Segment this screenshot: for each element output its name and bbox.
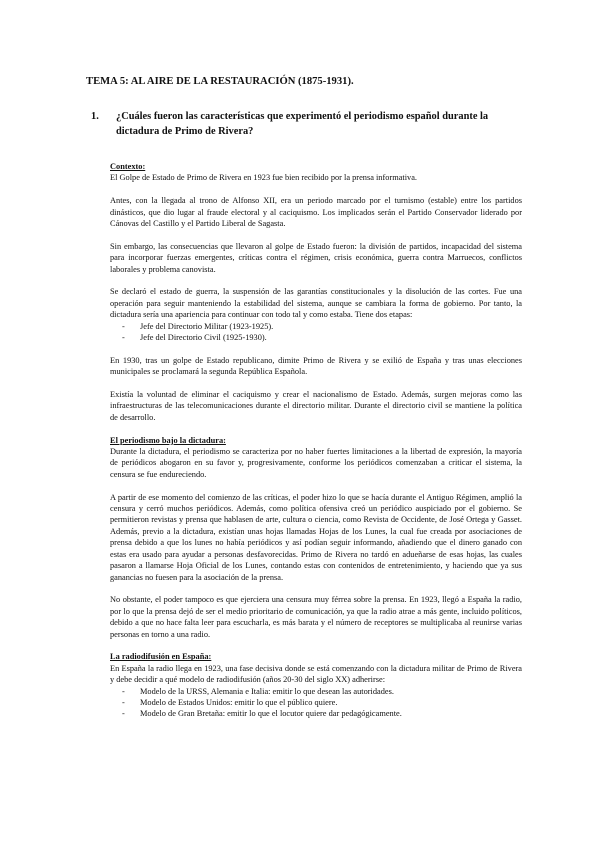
list-item: - Modelo de Estados Unidos: emitir lo que el público quiere. [122, 697, 522, 708]
paragraph: Se declaró el estado de guerra, la suspensión de las garantías constitucionales y la disolución de las cortes. Fue una operación para seguir manteniendo la estabilidad del sistema, aunque se cambiara la forma de gobierno. Por tanto, la dictadura sería una apariencia para continuar con todo tal y como estaba. Tiene dos etapas: [110, 287, 522, 320]
paragraph: El Golpe de Estado de Primo de Rivera en 1923 fue bien recibido por la prensa informativa. [110, 173, 418, 183]
question-text: ¿Cuáles fueron las características que experimentó el periodismo español durante la dictadura de Primo de Rivera? [116, 111, 489, 137]
section-heading-periodismo: El periodismo bajo la dictadura: [110, 435, 226, 445]
paragraph: Existía la voluntad de eliminar el caciquismo y crear el nacionalismo de Estado. Además, surgen mejoras como las infraestructuras de las telecomunicaciones durante el directorio militar. Durante el directorio civil se mantiene la política de desarrollo. [110, 390, 522, 422]
document-title: TEMA 5: AL AIRE DE LA RESTAURACIÓN (1875-1931). [86, 76, 354, 87]
list-item: - Modelo de la URSS, Alemania e Italia: emitir lo que desean las autoridades. [122, 686, 522, 697]
list-item: - Modelo de Gran Bretaña: emitir lo que el locutor quiere dar pedagógicamente. [122, 708, 522, 719]
question-number: 1. [91, 111, 99, 122]
paragraph: Sin embargo, las consecuencias que llevaron al golpe de Estado fueron: la división de partidos, incapacidad del sistema para incorporar fuerzas emergentes, críticas contra el régimen, crisis económica, guerra contra Marruecos, conflictos laborales y problema canovista. [110, 241, 522, 274]
paragraph: En 1930, tras un golpe de Estado republicano, dimite Primo de Rivera y se exilió de España y tras unas elecciones municipales se proclamará la segunda República Española. [110, 355, 522, 377]
list-item: - Jefe del Directorio Civil (1925-1930). [122, 332, 522, 343]
models-list [110, 686, 522, 720]
answer-content [86, 161, 522, 720]
paragraph: Antes, con la llegada al trono de Alfonso XII, era un periodo marcado por el turnismo (estable) entre los partidos dinásticos, que dio lugar al fraude electoral y al caciquismo. Los implicados serán el Partido Conservador liderado por Cánovas del Castillo y el Partido Liberal de Sagasta. [110, 196, 522, 229]
question-1 [86, 109, 522, 139]
paragraph: En España la radio llega en 1923, una fase decisiva donde se está comenzando con la dictadura militar de Primo de Rivera y debe decidir a qué modelo de radiodifusión (años 20-30 del siglo XX) adherirse: [110, 663, 522, 685]
paragraph: No obstante, el poder tampoco es que ejerciera una censura muy férrea sobre la prensa. En 1923, llegó a España la radio, por lo que la prensa dejó de ser el medio prioritario de comunicación, ya que la radio atrae a más gente, incluido políticos, debido a que no hace falta leer para escucharla, es más barata y el número de receptores se multiplicaba al reunirse varias personas en torno a una radio. [110, 595, 522, 639]
section-heading-contexto: Contexto: [110, 162, 146, 171]
list-item: - Jefe del Directorio Militar (1923-1925). [122, 321, 522, 332]
paragraph: A partir de ese momento del comienzo de las críticas, el poder hizo lo que se hacía durante el Antiguo Régimen, amplió la censura y cerró muchos periódicos. Además, como política ofensiva creó un periódico auspiciado por el gobierno. Se permitieron revistas y prensa que hablasen de arte, cultura o ciencia, como Revista de Occidente, de José Ortega y Gasset. Además, previo a la dictadura, existían unas hojas llamadas Hojas de los Lunes, la cual fue creada por asociaciones de prensa debido a que los lunes no había periódicos y así podían seguir informando, añadiendo que el dinero ganado con estas era usado para ayudar a personas desfavorecidas. Primo de Rivera no tardó en adueñarse de esas hojas, las cuales pasaron a llamarse Hoja Oficial de los Lunes, contando estas con contenidos de entretenimiento, y haciendo que ya sus ganancias no fuesen para la asociación de la prensa. [110, 492, 522, 582]
paragraph: Durante la dictadura, el periodismo se caracteriza por no haber fuertes limitaciones a la libertad de expresión, la mayoría de periódicos abogaron en su favor y, progresivamente, conforme los periódicos comenzaban a criticar el sistema, la censura se fue endureciendo. [110, 447, 522, 479]
section-heading-radio: La radiodifusión en España: [110, 652, 212, 662]
stages-list [110, 321, 522, 344]
